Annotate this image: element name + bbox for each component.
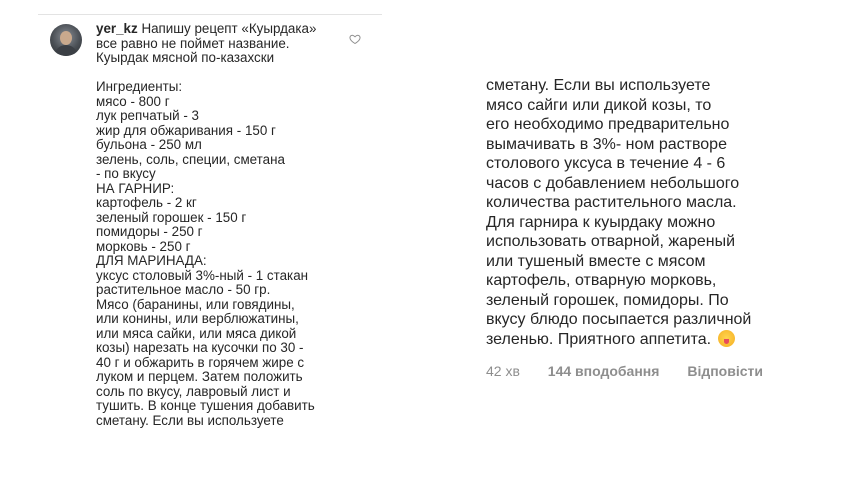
comment-text-line: уксус столовый 3%-ный - 1 стакан — [96, 267, 309, 283]
comment-time[interactable]: 42 хв — [486, 363, 520, 379]
comment-text-line: растительное масло - 50 гр. — [96, 282, 271, 297]
comment-text-line: картофель - 2 кг — [96, 195, 197, 210]
comment-text-line: бульона - 250 мл — [96, 137, 202, 152]
comment-last-line — [486, 330, 816, 350]
comment-text-line: или мяса сайки, или мяса дикой — [96, 325, 297, 341]
comment-text-line: или тушеный вместе с мясом — [486, 252, 706, 270]
comment-text-line: картофель, отварную морковь, — [486, 272, 717, 289]
comment-text-line: его необходимо предварительно — [486, 116, 730, 133]
comment-text-line: зеленый горошек, помидоры. По — [486, 291, 729, 309]
yum-face-emoji-icon — [718, 330, 735, 347]
comment-text-line: 40 г и обжарить в горячем жире с — [96, 354, 305, 370]
comment-text-line: соль по вкусу, лавровый лист и — [96, 383, 291, 399]
comment-text-line: количества растительного масла. — [486, 194, 737, 211]
comment-text-line: или конины, или верблюжатины, — [96, 311, 299, 326]
comment-text-line: часов с добавлением небольшого — [486, 174, 740, 192]
comment-body-left — [96, 22, 346, 428]
comment-first-line — [96, 22, 346, 37]
comment-text-line: сметану. Если вы используете — [486, 77, 711, 94]
comment-text-line: морковь - 250 г — [96, 238, 191, 254]
comment-text-line: жир для обжаривания - 150 г — [96, 122, 276, 138]
comment-text-line: лук репчатый - 3 — [96, 108, 199, 123]
comment-meta — [486, 363, 763, 379]
avatar[interactable] — [50, 24, 82, 56]
comment-text-line: козы) нарезать на кусочки по 30 - — [96, 340, 304, 355]
comment-text-line: тушить. В конце тушения добавить — [96, 398, 315, 413]
top-divider — [38, 14, 382, 15]
comment-text-line: использовать отварной, жареный — [486, 233, 736, 250]
comment-text-line: Мясо (баранины, или говядины, — [96, 296, 295, 312]
comment-text-line — [96, 66, 346, 81]
comment-text-line: все равно не поймет название. — [96, 35, 290, 51]
comment-text-line: луком и перцем. Затем положить — [96, 369, 303, 384]
comment-text-line: Куырдак мясной по-казахски — [96, 50, 275, 65]
comment-text-line: зеленый горошек - 150 г — [96, 209, 247, 225]
comment-text-line: вкусу блюдо посыпается различной — [486, 311, 752, 328]
comment-text-line: помидоры - 250 г — [96, 224, 203, 239]
heart-outline-icon[interactable] — [349, 33, 361, 45]
comment-text-line: - по вкусу — [96, 166, 156, 181]
comment-body-right — [486, 76, 816, 349]
comment-text-line: сметану. Если вы используете — [96, 412, 284, 428]
comment-text-line: вымачивать в 3%- ном растворе — [486, 135, 727, 153]
comment-text-line: НА ГАРНИР: — [96, 180, 175, 196]
comment-text-line: столового уксуса в течение 4 - 6 — [486, 155, 726, 172]
comment-text-line: Ингредиенты: — [96, 79, 183, 94]
reply-button[interactable]: Відповісти — [687, 363, 763, 379]
comment-text-line: мясо сайги или дикой козы, то — [486, 96, 712, 114]
comment-text-line: Напишу рецепт «Куырдака» — [141, 21, 317, 36]
likes-count-link[interactable]: 144 вподобання — [547, 363, 660, 379]
comment-text-line: зеленью. Приятного аппетита. — [486, 330, 712, 348]
comment-text-line: Для гарнира к куырдаку можно — [486, 213, 716, 231]
comment-text-line: ДЛЯ МАРИНАДА: — [96, 253, 207, 268]
comment-text-line: зелень, соль, специи, сметана — [96, 151, 285, 167]
comment-text-line: мясо - 800 г — [96, 93, 170, 109]
comment-username[interactable]: yer_kz — [96, 21, 138, 36]
